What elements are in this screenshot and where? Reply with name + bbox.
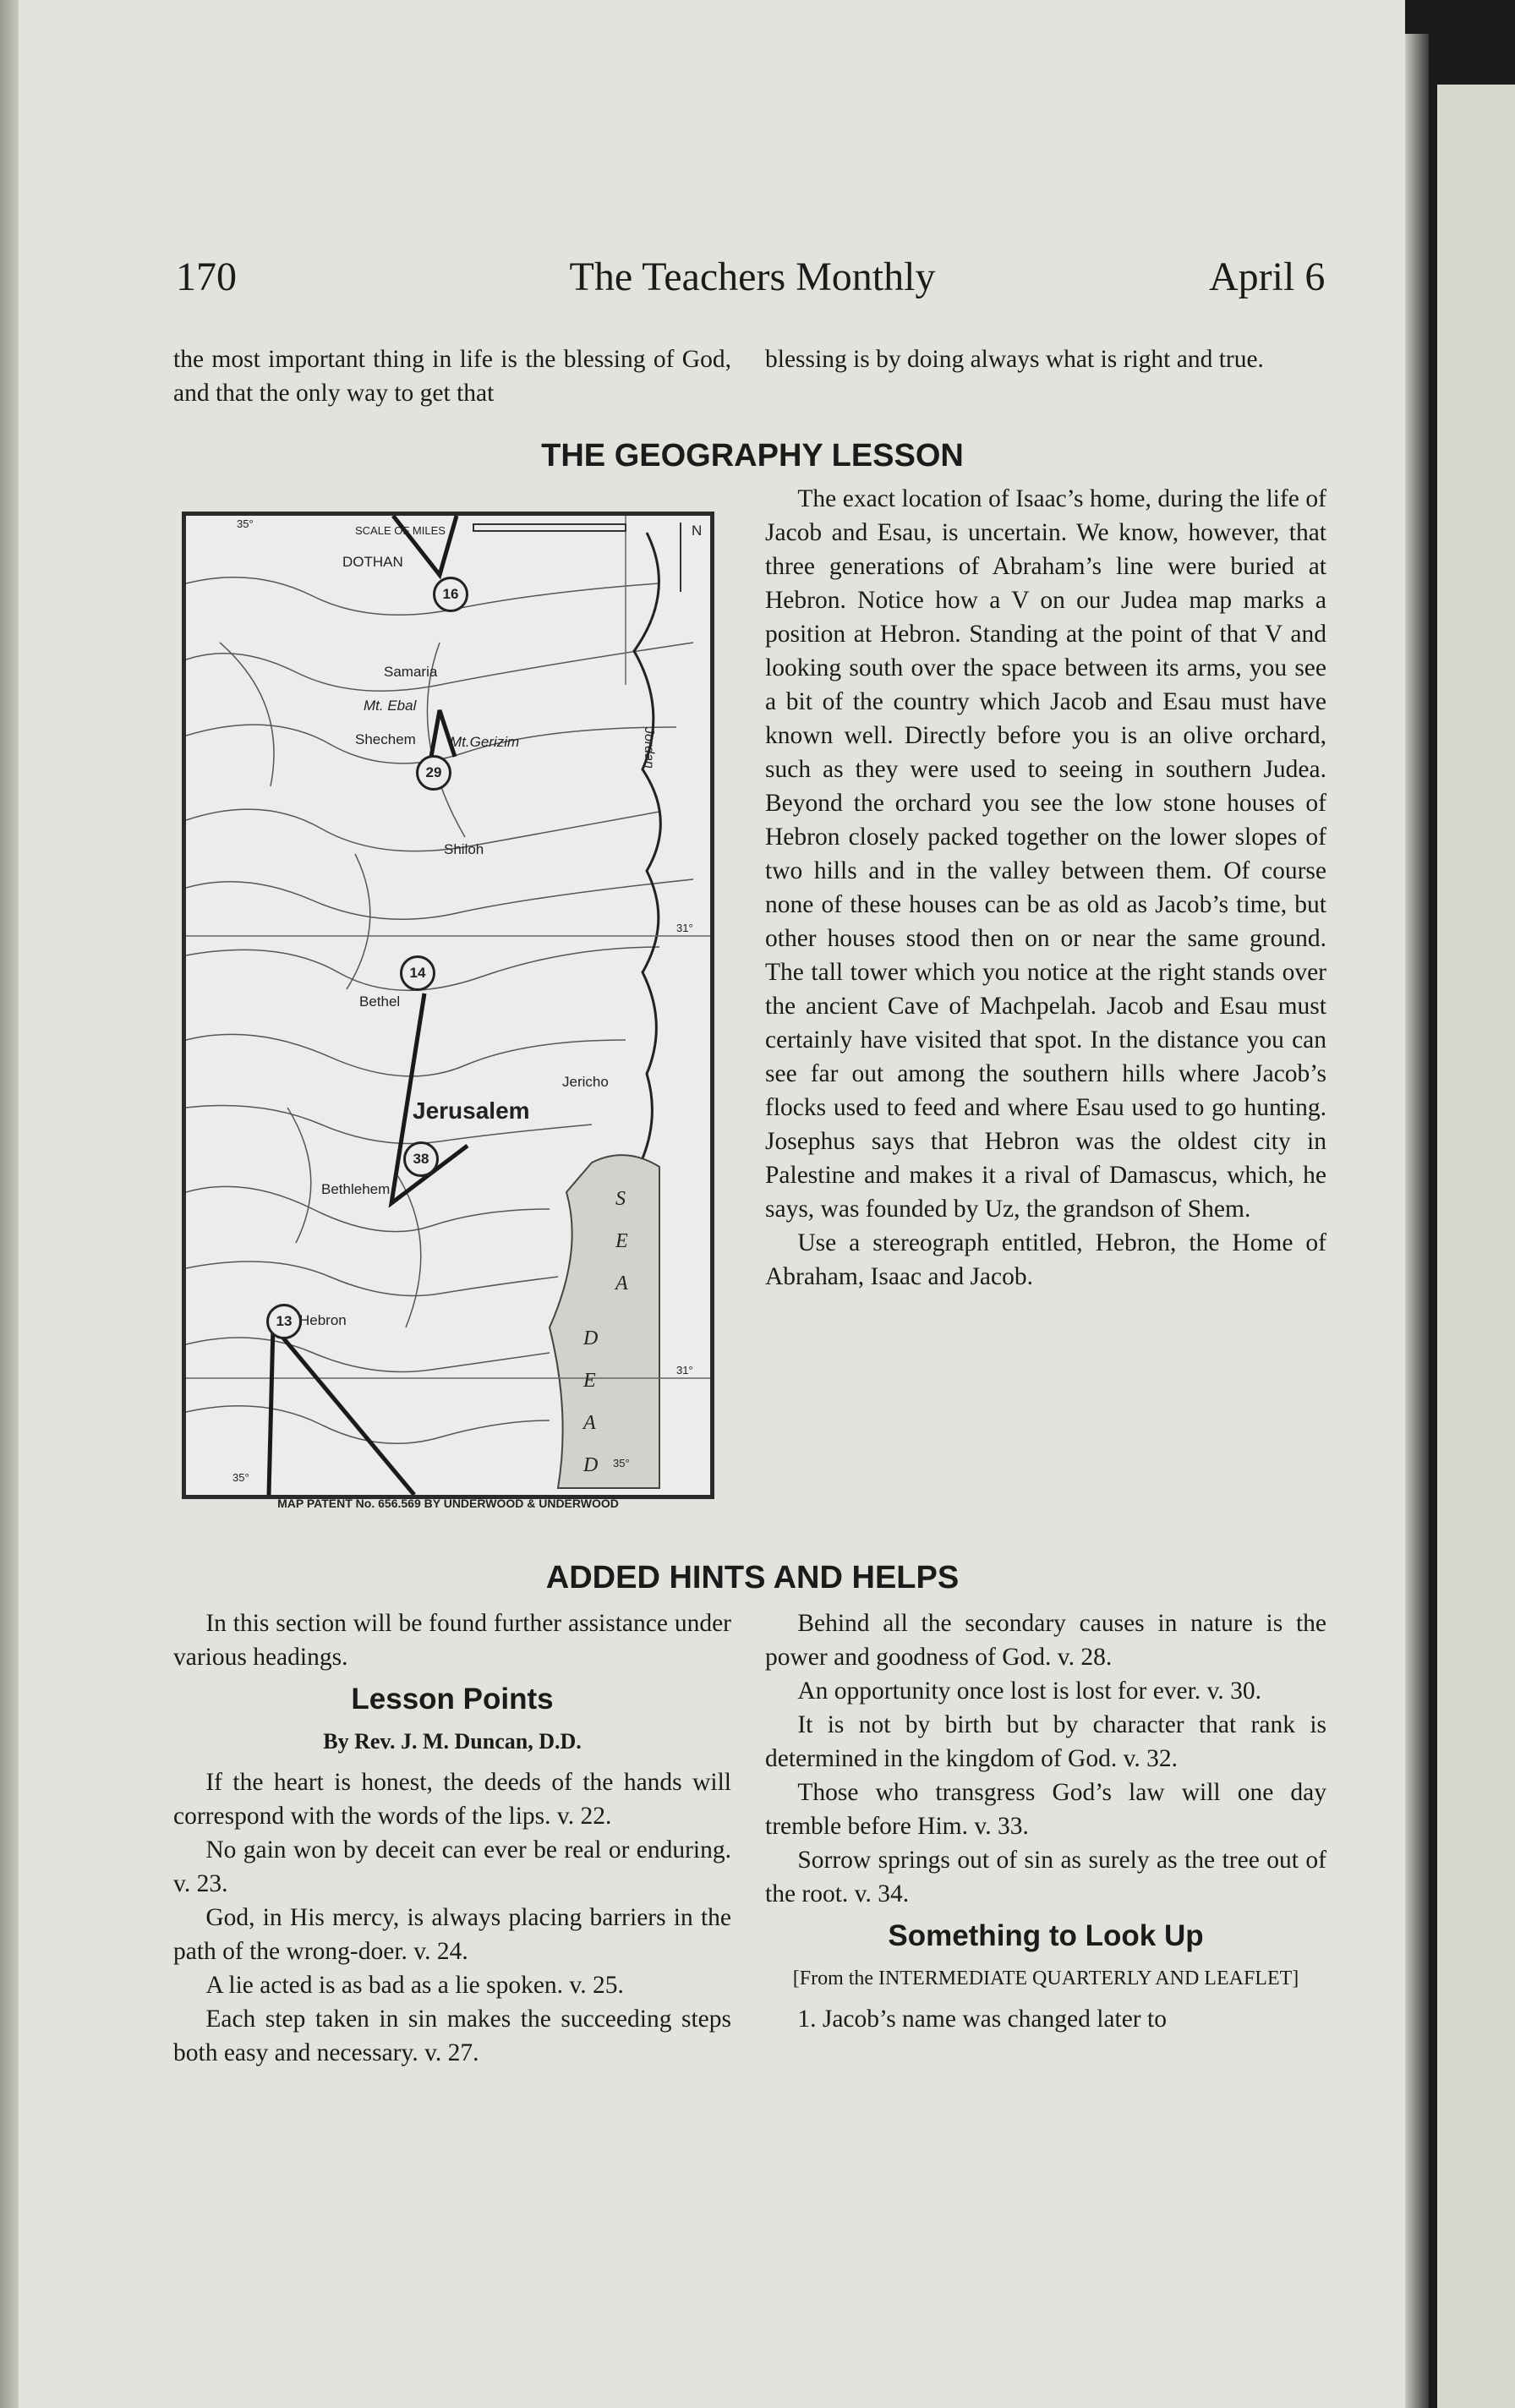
place-shechem: Shechem bbox=[355, 731, 416, 747]
judea-map bbox=[182, 512, 714, 1499]
map-tick: 31° bbox=[676, 1364, 693, 1376]
lesson-points-byline: By Rev. J. M. Duncan, D.D. bbox=[323, 1729, 582, 1754]
lesson-point: No gain won by deceit can ever be real or enduring. v. 23. bbox=[173, 1836, 731, 1897]
map-tick: 31° bbox=[676, 922, 693, 934]
place-jerusalem: Jerusalem bbox=[413, 1097, 530, 1124]
map-graphic bbox=[186, 516, 710, 1495]
lesson-point: Sorrow springs out of sin as surely as the tree out of the root. v. 34. bbox=[765, 1847, 1326, 1907]
lesson-point: Behind all the secondary causes in nature is the power and goodness of God. v. 28. bbox=[765, 1610, 1326, 1671]
lesson-points-title: Lesson Points bbox=[351, 1683, 554, 1716]
look-up-title: Something to Look Up bbox=[888, 1919, 1204, 1952]
sea-letter: S bbox=[615, 1188, 626, 1210]
place-bethlehem: Bethlehem bbox=[321, 1181, 391, 1197]
intro-right bbox=[765, 342, 1326, 376]
place-jericho: Jericho bbox=[562, 1074, 609, 1090]
sea-letter: E bbox=[615, 1230, 628, 1252]
place-shiloh: Shiloh bbox=[444, 841, 484, 857]
hints-heading: ADDED HINTS AND HELPS bbox=[545, 1560, 960, 1595]
hints-right-column bbox=[765, 1606, 1326, 2036]
map-tick: 35° bbox=[613, 1457, 630, 1469]
hints-left-column bbox=[173, 1606, 731, 2070]
jordan-river bbox=[634, 533, 660, 1158]
lesson-point: Each step taken in sin makes the succeeding steps both easy and necessary. v. 27. bbox=[173, 2006, 731, 2066]
intro-right-text: blessing is by doing always what is right and true. bbox=[765, 346, 1264, 373]
sea-letter: E bbox=[583, 1370, 596, 1392]
marker-14: 14 bbox=[400, 955, 435, 991]
geography-heading: THE GEOGRAPHY LESSON bbox=[541, 438, 964, 473]
marker-16: 16 bbox=[433, 577, 468, 612]
page-number: 170 bbox=[176, 254, 237, 299]
dead-sea bbox=[550, 1155, 659, 1488]
running-title: The Teachers Monthly bbox=[569, 254, 936, 299]
sea-letter: D bbox=[583, 1454, 599, 1476]
place-dothan: DOTHAN bbox=[342, 554, 403, 570]
scale-bar bbox=[473, 524, 626, 531]
place-mt-gerizim: Mt.Gerizim bbox=[450, 734, 520, 750]
hints-intro: In this section will be found further assistance under various headings. bbox=[173, 1610, 731, 1671]
place-jordan: Jordan bbox=[642, 727, 656, 769]
map-caption: MAP PATENT No. 656.569 BY UNDERWOOD & UNDERWOOD bbox=[277, 1497, 619, 1510]
geography-paragraph: The exact location of Isaac’s home, during the life of Jacob and Esau, is uncertain. We know, however, that three generations of Abraham’s line were buried at Hebron. Notice how a V on our Judea map marks a position at Hebron. Standing at the point of that V and looking south over the space between its arms, you see a bit of the country which Jacob and Esau must have known well. Directly before you is an olive orchard, such as they were used to seeing in southern Judea. Beyond the orchard you see the low stone houses of Hebron closely packed together on the lower slopes of two hills and in the valley between them. Of course none of these houses can be as old as Jacob’s time, but other houses stood then on or near the same ground. The tall tower which you notice at the right stands over the ancient Cave of Machpelah. Jacob and Esau must certainly have visited that spot. In the distance you can see far out among the southern hills where Jacob’s flocks used to feed and where Esau used to go hunting. Josephus says that Hebron was the oldest city in Palestine and makes it a rival of Damascus, which, he says, was founded by Uz, the grandson of Shem. bbox=[765, 485, 1326, 1223]
book-spine bbox=[0, 0, 19, 2408]
lesson-point: A lie acted is as bad as a lie spoken. v. 25. bbox=[205, 1972, 624, 1999]
map-tick: 35° bbox=[237, 517, 254, 530]
intro-left-text: the most important thing in life is the blessing of God, and that the only way to get that bbox=[173, 346, 731, 407]
lesson-point: It is not by birth but by character that rank is determined in the kingdom of God. v. 32. bbox=[765, 1711, 1326, 1772]
marker-38: 38 bbox=[403, 1141, 439, 1177]
lesson-point: An opportunity once lost is lost for ever. v. 30. bbox=[797, 1677, 1262, 1705]
place-mt-ebal: Mt. Ebal bbox=[364, 698, 417, 714]
lesson-point: Those who transgress God’s law will one day tremble before Him. v. 33. bbox=[765, 1779, 1326, 1840]
look-up-question: 1. Jacob’s name was changed later to bbox=[797, 2006, 1167, 2033]
marker-13: 13 bbox=[266, 1304, 302, 1339]
geography-text bbox=[765, 482, 1326, 1294]
place-bethel: Bethel bbox=[359, 993, 401, 1010]
look-up-source: [From the INTERMEDIATE QUARTERLY AND LEAFLET] bbox=[792, 1967, 1299, 1989]
intro-left bbox=[173, 342, 731, 410]
north-label: N bbox=[692, 523, 703, 539]
issue-date: April 6 bbox=[1209, 254, 1326, 299]
lesson-point: God, in His mercy, is always placing barriers in the path of the wrong-doer. v. 24. bbox=[173, 1904, 731, 1965]
scale-label: SCALE OF MILES bbox=[355, 524, 446, 537]
marker-29: 29 bbox=[416, 755, 451, 791]
place-samaria: Samaria bbox=[384, 664, 438, 680]
place-hebron: Hebron bbox=[299, 1312, 347, 1328]
page-edge bbox=[1405, 34, 1429, 2408]
sea-letter: D bbox=[583, 1327, 599, 1349]
next-page-edge bbox=[1437, 85, 1515, 2408]
map-tick: 35° bbox=[232, 1471, 249, 1484]
sea-letter: A bbox=[583, 1412, 596, 1434]
sea-letter: A bbox=[615, 1272, 628, 1294]
geography-paragraph: Use a stereograph entitled, Hebron, the Home of Abraham, Isaac and Jacob. bbox=[765, 1229, 1326, 1290]
lesson-point: If the heart is honest, the deeds of the hands will correspond with the words of the lips. v. 22. bbox=[173, 1769, 731, 1830]
